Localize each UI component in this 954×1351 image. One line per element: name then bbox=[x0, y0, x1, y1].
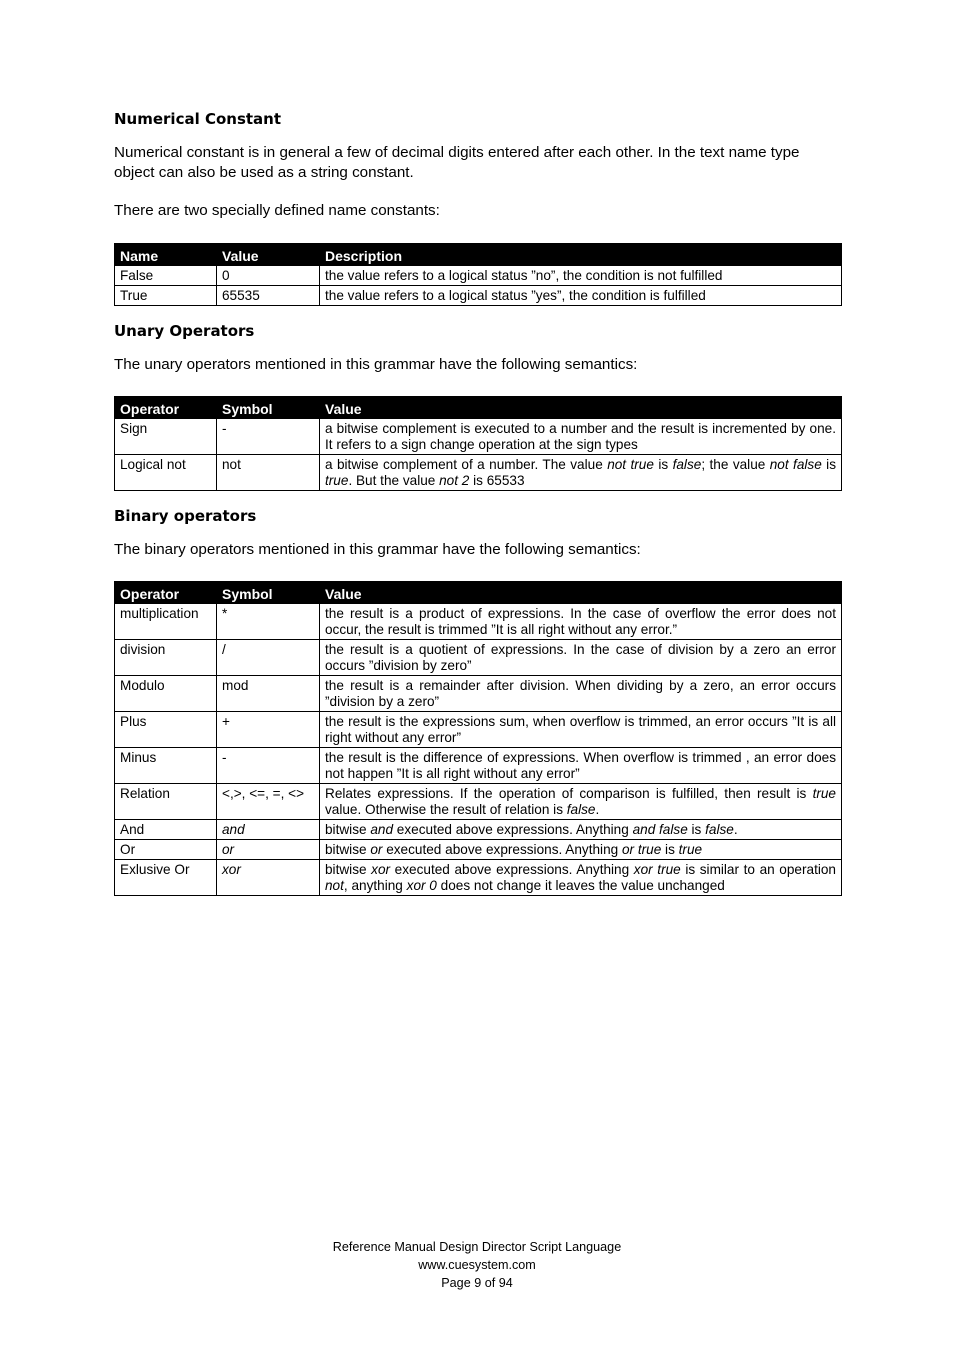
table-cell: mod bbox=[217, 676, 320, 712]
table-cell: <,>, <=, =, <> bbox=[217, 784, 320, 820]
table-row bbox=[115, 748, 842, 784]
table-header-row bbox=[115, 582, 842, 604]
table-row bbox=[115, 676, 842, 712]
table-row bbox=[115, 784, 842, 820]
footer-page-number: Page 9 of 94 bbox=[441, 1276, 513, 1290]
paragraph: The unary operators mentioned in this grammar have the following semantics: bbox=[114, 356, 638, 373]
table-cell: Exlusive Or bbox=[115, 860, 217, 896]
table-header-row bbox=[115, 397, 842, 419]
footer-title: Reference Manual Design Director Script Language bbox=[332, 1240, 622, 1254]
table-cell: True bbox=[115, 286, 217, 306]
column-header: Value bbox=[320, 397, 842, 419]
table-cell: Logical not bbox=[115, 455, 217, 491]
table-cell: or bbox=[217, 840, 320, 860]
table-row bbox=[115, 604, 842, 640]
table-row bbox=[115, 820, 842, 840]
column-header: Symbol bbox=[217, 582, 320, 604]
table-cell: bitwise and executed above expressions. Anything and false is false. bbox=[320, 820, 842, 840]
table-cell: bitwise or executed above expressions. Anything or true is true bbox=[320, 840, 842, 860]
table-row bbox=[115, 640, 842, 676]
table-cell: 0 bbox=[217, 266, 320, 286]
table-row bbox=[115, 712, 842, 748]
footer-website: www.cuesystem.com bbox=[418, 1258, 536, 1272]
table-cell: Relation bbox=[115, 784, 217, 820]
table-cell: and bbox=[217, 820, 320, 840]
table-cell: Or bbox=[115, 840, 217, 860]
table-row bbox=[115, 860, 842, 896]
table-cell: 65535 bbox=[217, 286, 320, 306]
name-constants-table bbox=[114, 243, 842, 306]
column-header: Name bbox=[115, 244, 217, 266]
table-row bbox=[115, 840, 842, 860]
table-cell: multiplication bbox=[115, 604, 217, 640]
page-footer bbox=[0, 1238, 954, 1292]
table-cell: the result is a product of expressions. In the case of overflow the error does not occur, the result is trimmed ”It is all right without any error.” bbox=[320, 604, 842, 640]
paragraph: Numerical constant is in general a few of decimal digits entered after each other. In the text name type object can also be used as a string constant. bbox=[114, 144, 800, 181]
table-row bbox=[115, 286, 842, 306]
table-cell: not bbox=[217, 455, 320, 491]
table-cell: division bbox=[115, 640, 217, 676]
column-header: Value bbox=[320, 582, 842, 604]
table-cell: xor bbox=[217, 860, 320, 896]
table-cell: Minus bbox=[115, 748, 217, 784]
table-cell: * bbox=[217, 604, 320, 640]
table-cell: + bbox=[217, 712, 320, 748]
table-cell: / bbox=[217, 640, 320, 676]
table-cell: - bbox=[217, 748, 320, 784]
table-cell: the value refers to a logical status ”yes”, the condition is fulfilled bbox=[320, 286, 842, 306]
table-cell: a bitwise complement is executed to a number and the result is incremented by one. It refers to a sign change operation at the sign types bbox=[320, 419, 842, 455]
table-cell: - bbox=[217, 419, 320, 455]
table-cell: Modulo bbox=[115, 676, 217, 712]
table-cell: And bbox=[115, 820, 217, 840]
table-row bbox=[115, 455, 842, 491]
page-content bbox=[114, 108, 841, 896]
column-header: Operator bbox=[115, 582, 217, 604]
paragraph: There are two specially defined name constants: bbox=[114, 202, 440, 219]
column-header: Description bbox=[320, 244, 842, 266]
section-heading-binary-operators: Binary operators bbox=[114, 507, 257, 525]
table-header-row bbox=[115, 244, 842, 266]
binary-operators-table bbox=[114, 581, 842, 896]
unary-operators-table bbox=[114, 396, 842, 491]
table-cell: the result is a quotient of expressions. In the case of division by a zero an error occurs ”division by zero” bbox=[320, 640, 842, 676]
table-cell: Relates expressions. If the operation of comparison is fulfilled, then result is true value. Otherwise the result of relation is false. bbox=[320, 784, 842, 820]
table-cell: a bitwise complement of a number. The value not true is false; the value not false is true. But the value not 2 is 65533 bbox=[320, 455, 842, 491]
table-cell: Sign bbox=[115, 419, 217, 455]
table-cell: False bbox=[115, 266, 217, 286]
paragraph: The binary operators mentioned in this grammar have the following semantics: bbox=[114, 541, 641, 558]
table-cell: the result is a remainder after division. When dividing by a zero, an error occurs ”division by a zero” bbox=[320, 676, 842, 712]
table-row bbox=[115, 419, 842, 455]
column-header: Symbol bbox=[217, 397, 320, 419]
table-cell: bitwise xor executed above expressions. Anything xor true is similar to an operation not, anything xor 0 does not change it leaves the value unchanged bbox=[320, 860, 842, 896]
table-cell: the result is the difference of expressions. When overflow is trimmed , an error does not happen ”It is all right without any error” bbox=[320, 748, 842, 784]
column-header: Value bbox=[217, 244, 320, 266]
table-cell: the value refers to a logical status ”no”, the condition is not fulfilled bbox=[320, 266, 842, 286]
column-header: Operator bbox=[115, 397, 217, 419]
table-cell: the result is the expressions sum, when overflow is trimmed, an error occurs ”It is all right without any error” bbox=[320, 712, 842, 748]
table-row bbox=[115, 266, 842, 286]
section-heading-unary-operators: Unary Operators bbox=[114, 322, 255, 340]
section-heading-numerical-constant: Numerical Constant bbox=[114, 110, 282, 128]
table-cell: Plus bbox=[115, 712, 217, 748]
